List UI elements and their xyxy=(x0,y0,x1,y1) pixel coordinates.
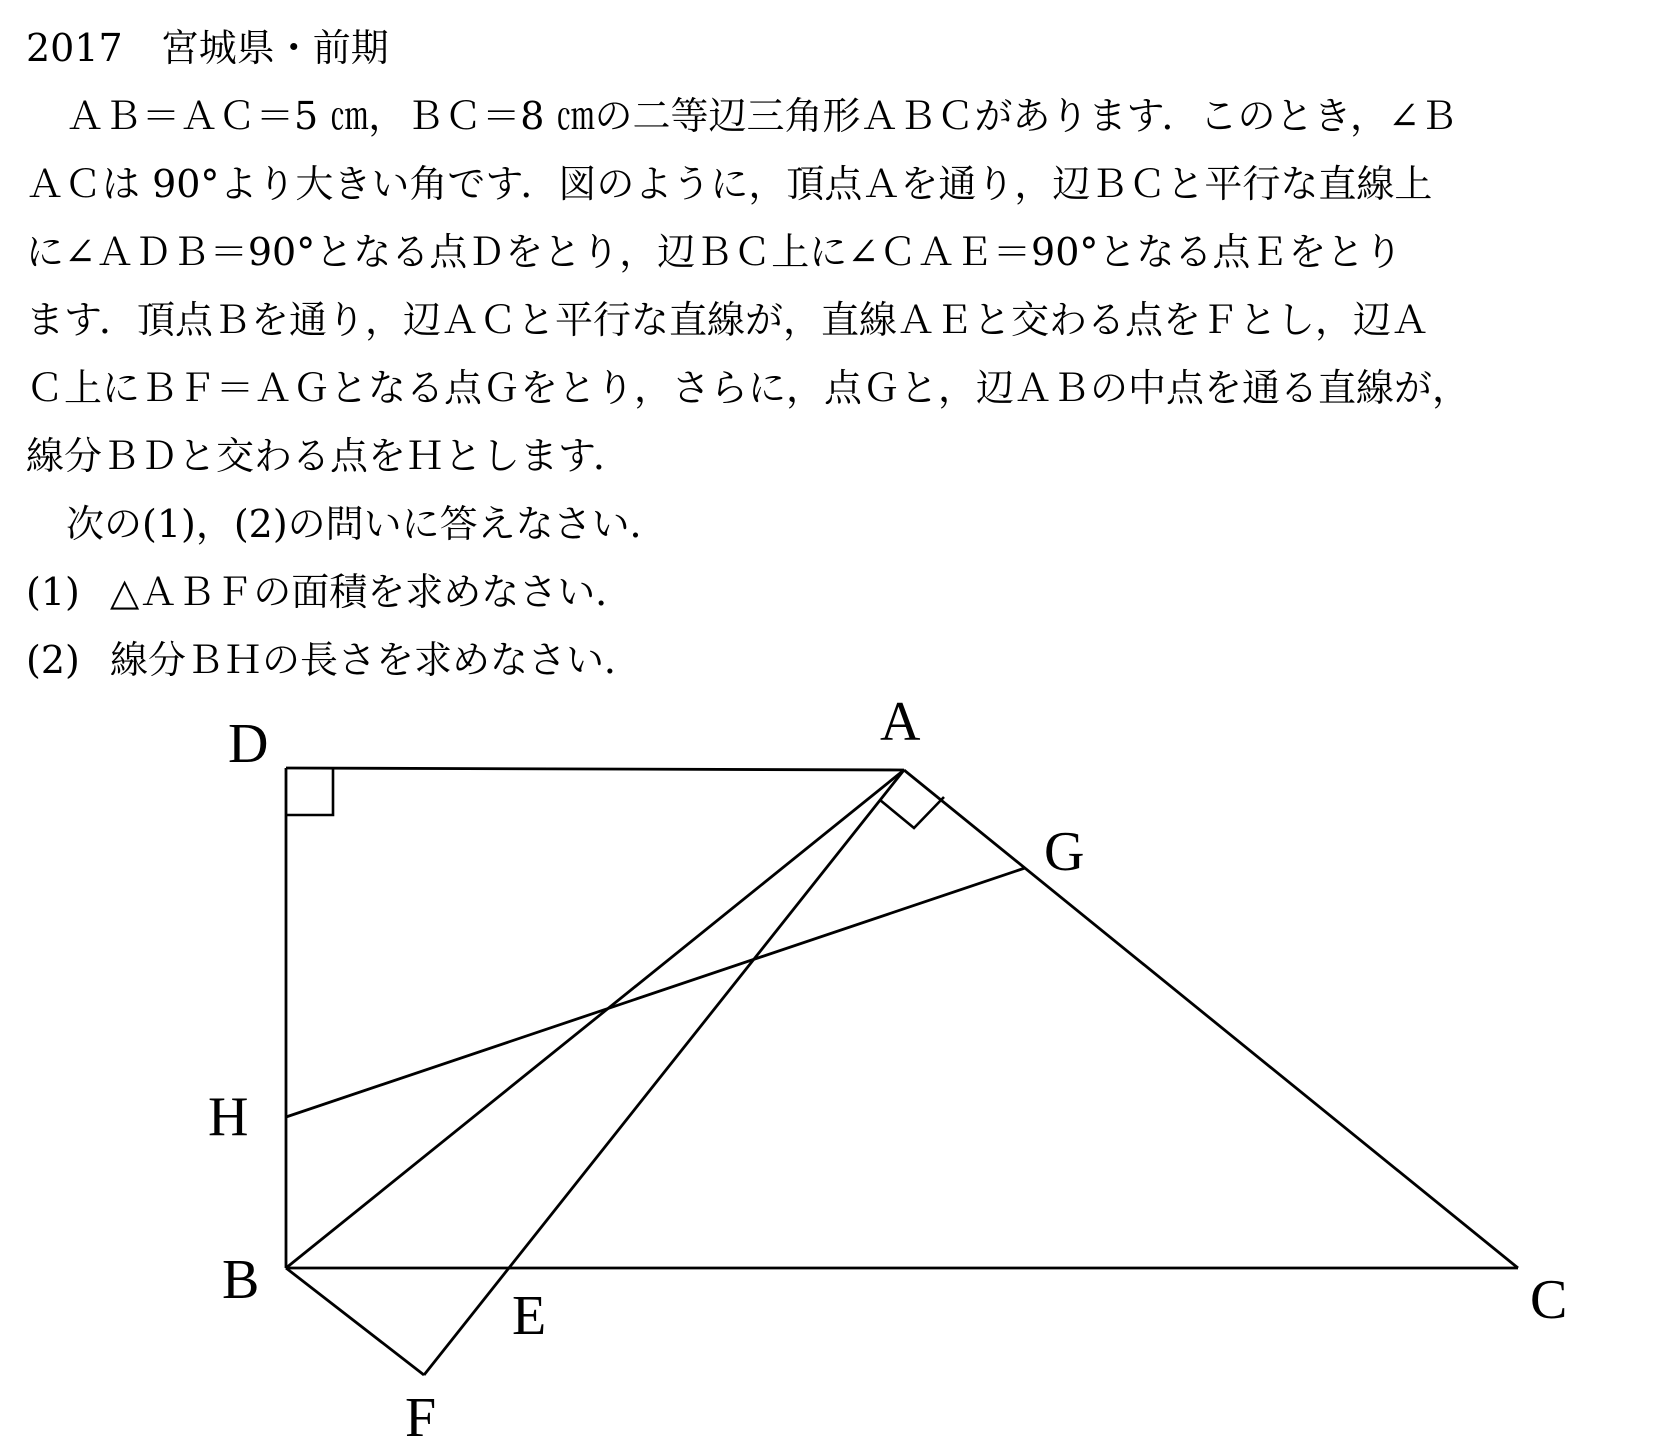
question-1-text: △ＡＢＦの面積を求めなさい． xyxy=(110,570,634,614)
label-C: C xyxy=(1530,1269,1568,1331)
segment-AB xyxy=(286,770,904,1268)
label-A: A xyxy=(880,691,921,753)
question-2-number: (2) xyxy=(26,638,80,682)
right-angle-mark-D xyxy=(286,768,333,815)
segment-AF xyxy=(424,770,904,1375)
segment-HG xyxy=(286,868,1025,1117)
label-G: G xyxy=(1044,821,1085,883)
problem-line-6: 線分ＢＤと交わる点をＨとします． xyxy=(26,434,631,478)
problem-line-3: に∠ＡＤＢ＝90°となる点Ｄをとり，辺ＢＣ上に∠ＣＡＥ＝90°となる点Ｅをとり xyxy=(26,230,1403,274)
label-E: E xyxy=(512,1285,547,1347)
question-1-number: (1) xyxy=(26,570,80,614)
label-D: D xyxy=(228,713,269,775)
label-B: B xyxy=(222,1249,260,1311)
problem-line-4: ます．頂点Ｂを通り，辺ＡＣと平行な直線が，直線ＡＥと交わる点をＦとし，辺Ａ xyxy=(26,298,1429,342)
segment-BF xyxy=(286,1268,424,1375)
problem-line-1: ＡＢ＝ＡＣ＝5 ㎝，ＢＣ＝8 ㎝の二等辺三角形ＡＢＣがあります．このとき，∠Ｂ xyxy=(66,94,1458,138)
label-H: H xyxy=(208,1086,249,1148)
label-F: F xyxy=(405,1387,437,1441)
right-angle-mark-A xyxy=(880,797,944,828)
page-title: 2017 宮城県・前期 xyxy=(26,26,389,70)
question-2-text: 線分ＢＨの長さを求めなさい． xyxy=(110,638,643,682)
problem-line-2: ＡＣは 90°より大きい角です．図のように，頂点Ａを通り，辺ＢＣと平行な直線上 xyxy=(26,162,1433,206)
segment-AC xyxy=(904,770,1518,1268)
instruction-text: 次の(1)，(2)の問いに答えなさい． xyxy=(66,502,668,546)
problem-line-5: Ｃ上にＢＦ＝ＡＧとなる点Ｇをとり，さらに，点Ｇと，辺ＡＢの中点を通る直線が， xyxy=(26,366,1471,410)
segment-DA xyxy=(286,768,904,770)
